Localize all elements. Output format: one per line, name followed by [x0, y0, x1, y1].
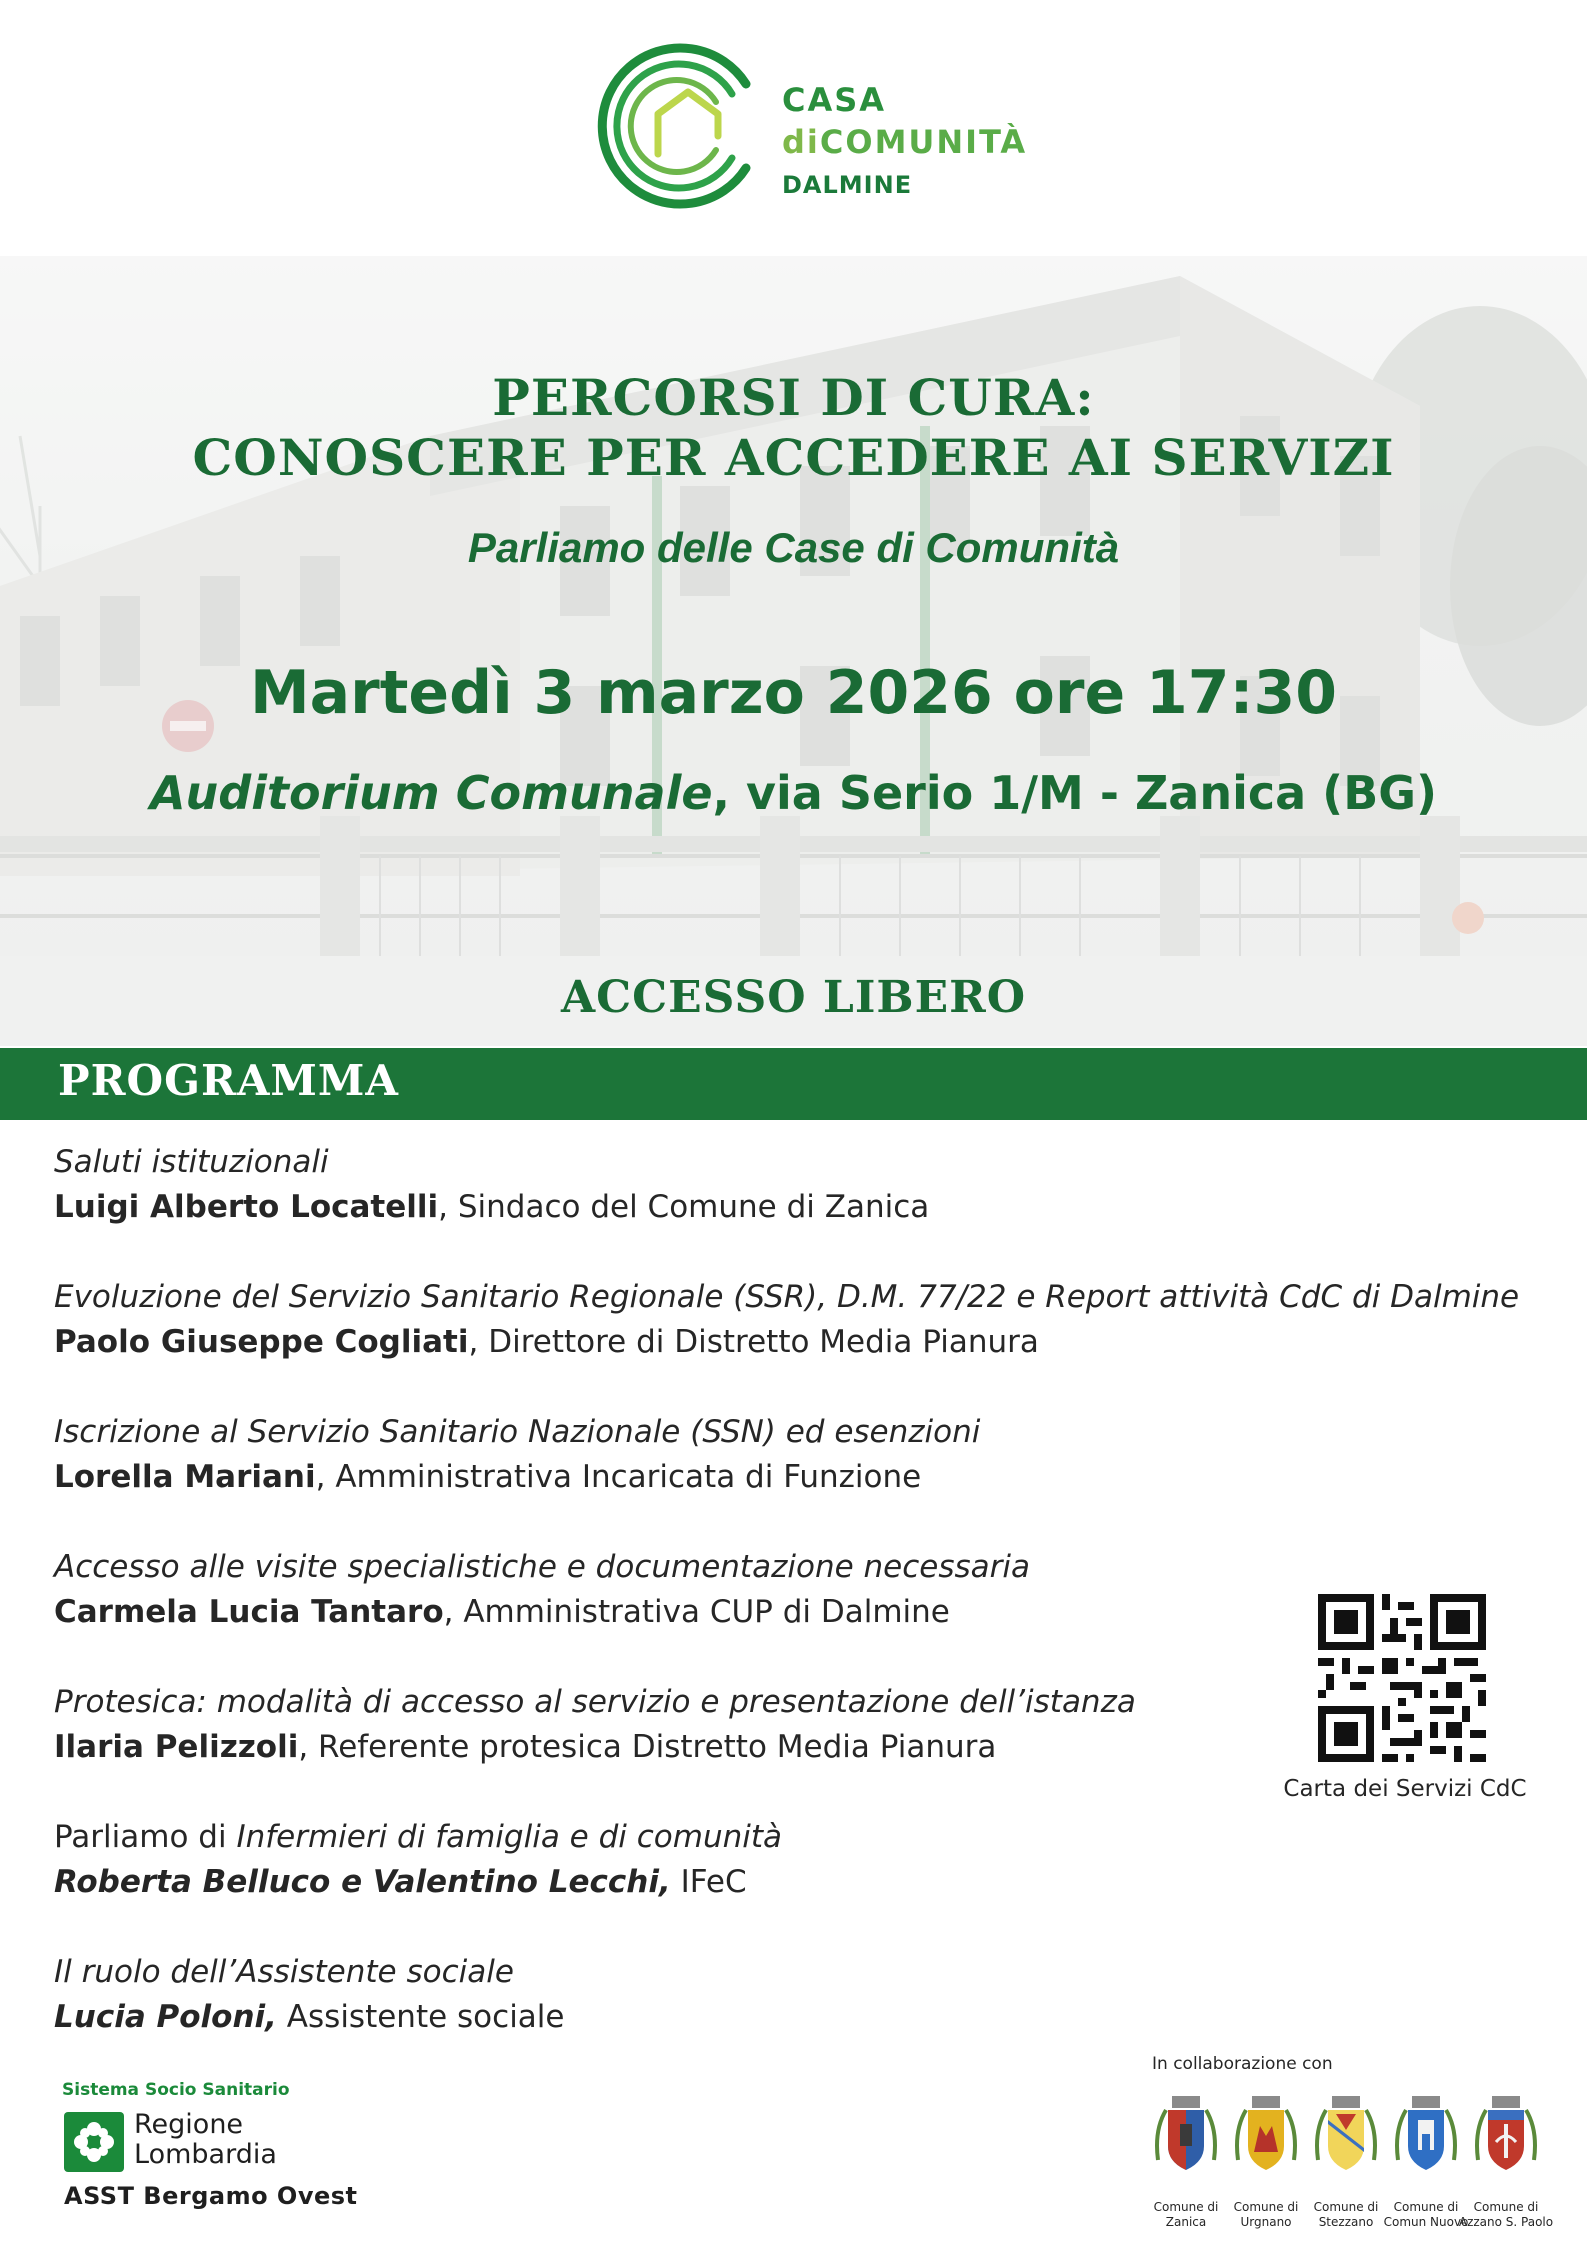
event-venue: Auditorium Comunale	[149, 766, 713, 820]
urgnano-crest-icon	[1232, 2090, 1300, 2190]
crest-caption-l2: Comun Nuovo	[1383, 2215, 1469, 2229]
event-address: , via Serio 1/M - Zanica (BG)	[712, 766, 1438, 820]
program-topic	[54, 1815, 1534, 1860]
logo-line-casa: CASA	[782, 81, 887, 119]
program-topic: Il ruolo dell’Assistente sociale	[54, 1954, 514, 1990]
crest-caption-l2: Azzano S. Paolo	[1458, 2215, 1554, 2229]
crest-caption-l2: Zanica	[1165, 2215, 1207, 2229]
crest-urgnano	[1226, 2090, 1306, 2240]
event-subtitle: Parliamo delle Case di Comunità	[467, 524, 1120, 571]
speaker-role: , Amministrativa CUP di Dalmine	[443, 1594, 950, 1630]
crest-caption-l2: Stezzano	[1318, 2215, 1374, 2229]
program-topic: Saluti istituzionali	[54, 1144, 329, 1180]
logo-line-comunita	[782, 120, 1027, 164]
free-access-label: ACCESSO LIBERO	[560, 972, 1027, 1023]
program-item	[54, 1275, 1534, 1410]
stezzano-crest-icon	[1312, 2090, 1380, 2190]
speaker-name: Lorella Mariani	[54, 1459, 316, 1495]
event-date: Martedì 3 marzo 2026 ore 17:30	[249, 658, 1338, 728]
programma-title: PROGRAMMA	[58, 1056, 400, 1105]
event-title-line2: CONOSCERE PER ACCEDERE AI SERVIZI	[192, 428, 1395, 487]
zanica-crest-icon	[1152, 2090, 1220, 2190]
speaker-name: Lucia Poloni,	[54, 1999, 277, 2035]
qr-caption: Carta dei Servizi CdC	[1283, 1776, 1527, 1802]
regione-label: Regione	[134, 2109, 244, 2140]
sistema-socio-sanitario-label: Sistema Socio Sanitario	[62, 2080, 290, 2100]
program-topic: Evoluzione del Servizio Sanitario Regionale (SSR), D.M. 77/22 e Report attività CdC di Dalmine	[54, 1279, 1520, 1315]
event-location	[0, 766, 1587, 820]
crest-azzano-s-paolo	[1458, 2090, 1554, 2240]
municipality-crests	[1146, 2090, 1576, 2240]
logo-di: di	[782, 123, 820, 161]
program-speaker	[54, 1590, 1534, 1635]
asst-label: ASST Bergamo Ovest	[64, 2182, 358, 2210]
speaker-name: Ilaria Pelizzoli	[54, 1729, 299, 1765]
speaker-name: Carmela Lucia Tantaro	[54, 1594, 444, 1630]
speaker-role: IFeC	[670, 1864, 747, 1900]
qr-code-icon[interactable]	[1318, 1594, 1486, 1762]
crest-caption	[1458, 2200, 1554, 2230]
crest-caption-l2: Urgnano	[1240, 2215, 1292, 2229]
crest-caption-l1: Comune di	[1233, 2200, 1299, 2214]
speaker-role: , Referente protesica Distretto Media Pianura	[298, 1729, 997, 1765]
program-speaker	[54, 1455, 1534, 1500]
program-topic: Accesso alle visite specialistiche e documentazione necessaria	[54, 1549, 1031, 1585]
azzano-crest-icon	[1472, 2090, 1540, 2190]
speaker-role: , Direttore di Distretto Media Pianura	[468, 1324, 1039, 1360]
speaker-role: , Sindaco del Comune di Zanica	[438, 1189, 930, 1225]
program-speaker	[54, 1725, 1534, 1770]
casa-di-comunita-logo	[596, 36, 1046, 216]
logo-wordmark	[782, 80, 1027, 206]
logo-comunita: COMUNITÀ	[819, 123, 1028, 161]
speaker-role: , Amministrativa Incaricata di Funzione	[315, 1459, 922, 1495]
program-item	[54, 1815, 1534, 1950]
collaboration-label: In collaborazione con	[1152, 2054, 1333, 2074]
programma-header	[0, 1048, 1587, 1120]
crest-zanica	[1146, 2090, 1226, 2240]
comun-nuovo-crest-icon	[1392, 2090, 1460, 2190]
lombardia-rose-icon	[64, 2112, 124, 2172]
program-speaker	[54, 1860, 1534, 1905]
program-speaker	[54, 1995, 1534, 2040]
crest-stezzano	[1306, 2090, 1386, 2240]
crest-caption-l1: Comune di	[1473, 2200, 1539, 2214]
hero-banner	[0, 256, 1587, 1046]
casa-logo-icon	[596, 36, 776, 216]
crest-caption-l1: Comune di	[1153, 2200, 1219, 2214]
program-topic-prefix: Parliamo di	[54, 1819, 237, 1855]
program-topic-italic: Infermieri di famiglia e di comunità	[236, 1819, 783, 1855]
lombardia-rose-shape	[64, 2112, 124, 2172]
program-topic: Iscrizione al Servizio Sanitario Nazionale (SSN) ed esenzioni	[54, 1414, 981, 1450]
program-item	[54, 1140, 1534, 1275]
crest-comun-nuovo	[1383, 2090, 1469, 2240]
speaker-role: Assistente sociale	[276, 1999, 565, 2035]
program-list	[54, 1140, 1534, 2085]
regione-lombardia-logo	[62, 2080, 382, 2220]
crest-caption-l1: Comune di	[1393, 2200, 1459, 2214]
regione-lombardia-text	[134, 2110, 277, 2170]
logo-line-dalmine: DALMINE	[782, 171, 913, 199]
speaker-name: Luigi Alberto Locatelli	[54, 1189, 439, 1225]
program-speaker	[54, 1320, 1534, 1365]
speaker-name: Roberta Belluco e Valentino Lecchi,	[54, 1864, 671, 1900]
crest-caption-l1: Comune di	[1313, 2200, 1379, 2214]
program-topic: Protesica: modalità di accesso al servizio e presentazione dell’istanza	[54, 1684, 1136, 1720]
program-item	[54, 1545, 1534, 1680]
lombardia-label: Lombardia	[134, 2139, 277, 2170]
program-speaker	[54, 1185, 1534, 1230]
speaker-name: Paolo Giuseppe Cogliati	[54, 1324, 469, 1360]
program-item	[54, 1410, 1534, 1545]
event-title-line1: PERCORSI DI CURA:	[492, 368, 1095, 427]
